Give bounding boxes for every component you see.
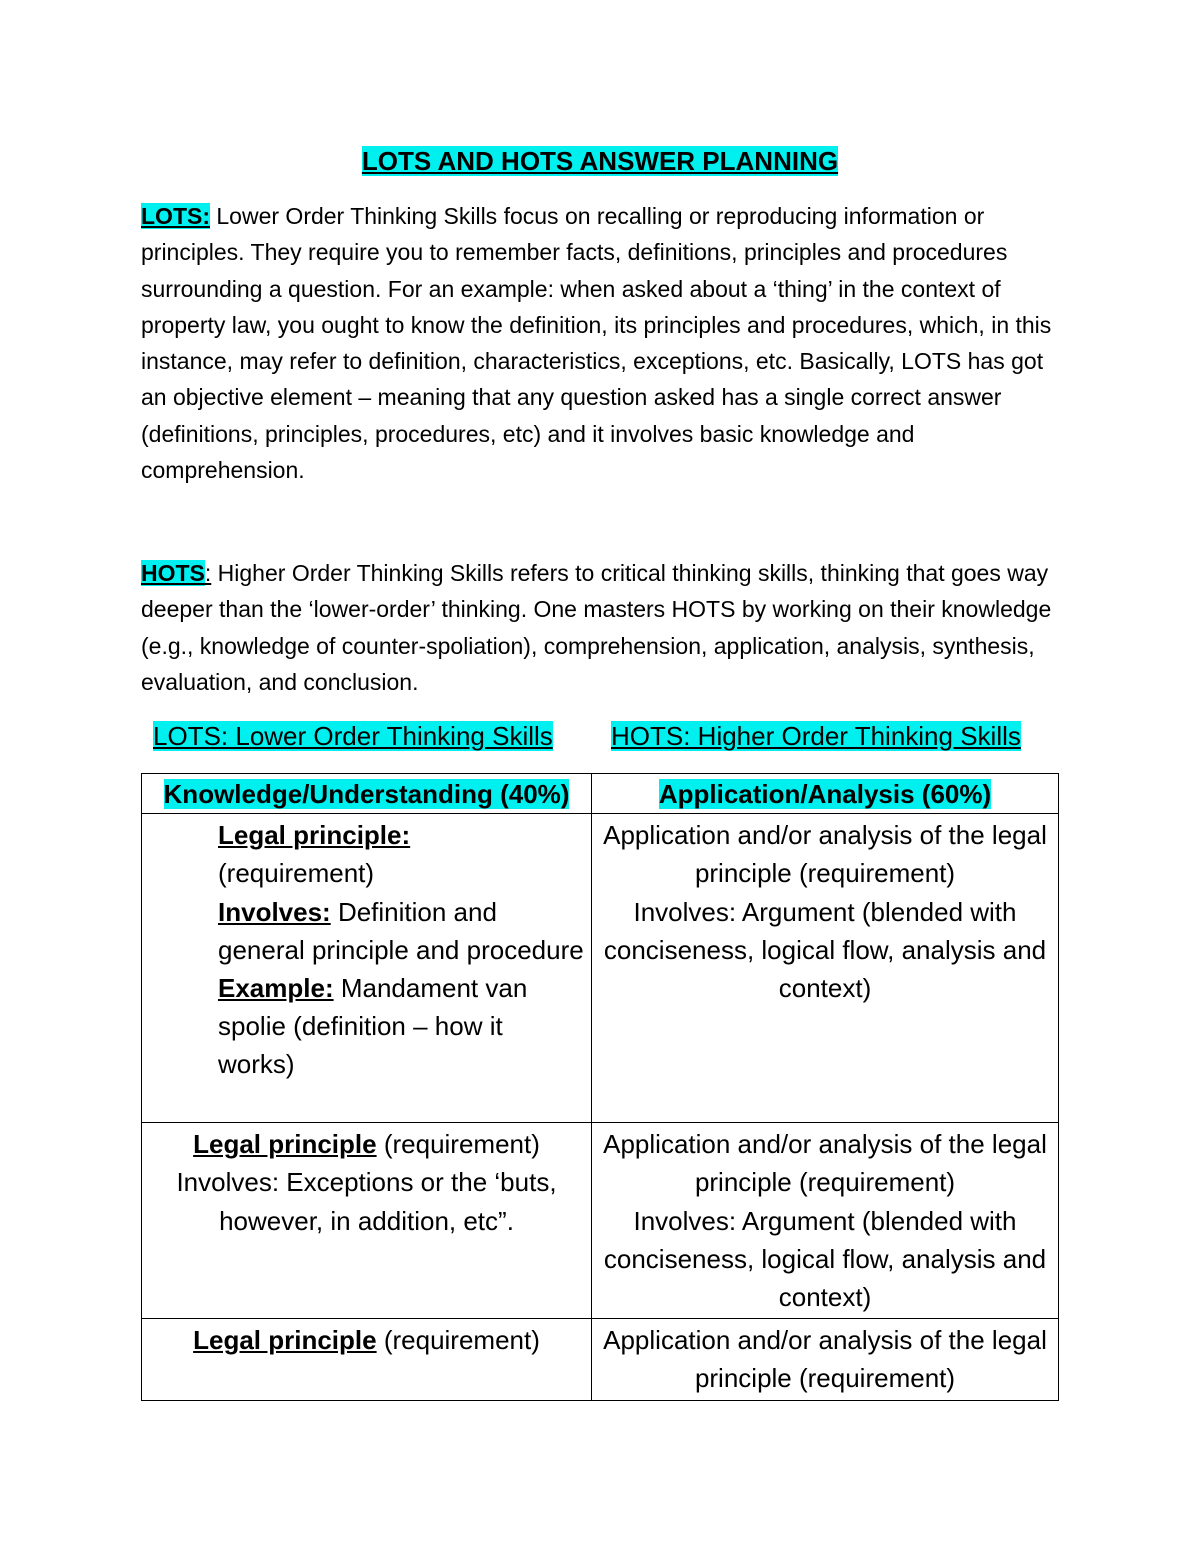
application-text: Application and/or analysis of the legal principle (requirement): [603, 1129, 1047, 1198]
involves-label: Involves:: [218, 896, 331, 927]
hots-text: Higher Order Thinking Skills refers to critical thinking skills, thinking that goes way deeper than the ‘lower-order’ thinking. One masters HOTS by working on their knowledge (e.g., knowledge of counter-spoliation), comprehension, application, analysis, synthesis, evaluation, and conclusion.: [141, 560, 1052, 695]
requirement-text: (requirement): [376, 1129, 540, 1160]
legal-principle-label: Legal principle:: [218, 820, 411, 851]
application-text: Application and/or analysis of the legal principle (requirement): [603, 820, 1047, 889]
lots-paragraph: [141, 198, 1071, 488]
lots-text: Lower Order Thinking Skills focus on recalling or reproducing information or principles. They require you to remember facts, definitions, principles and procedures surrounding a question. For an example: when asked about a ‘thing’ in the context of property law, you ought to know the definition, its principles and procedures, which, in this instance, may refer to definition, characteristics, exceptions, etc. Basically, LOTS has got an objective element – meaning that any question asked has a single correct answer (definitions, principles, procedures, etc) and it involves basic knowledge and comprehension.: [141, 203, 1052, 484]
table-header-row: [142, 774, 1059, 814]
page-title: LOTS AND HOTS ANSWER PLANNING: [361, 146, 839, 176]
table-row: [142, 1123, 1059, 1319]
involves-argument-text: Involves: Argument (blended with conciseness, logical flow, analysis and context): [603, 1205, 1047, 1313]
involves-exceptions-text: Involves: Exceptions or the ‘buts, however, in addition, etc”.: [176, 1167, 557, 1236]
lots-label: LOTS:: [141, 203, 210, 229]
example-text: Mandament van spolie (definition – how it works): [218, 973, 528, 1080]
legal-principle-label: Legal principle: [193, 1325, 377, 1356]
legal-principle-label: Legal principle: [193, 1129, 377, 1160]
requirement-text: (requirement): [218, 858, 375, 889]
hots-label: HOTS: [141, 560, 205, 586]
requirement-text: (requirement): [376, 1325, 540, 1356]
hots-paragraph: [141, 555, 1071, 700]
row2-right-cell: [592, 1123, 1059, 1319]
involves-text: Definition and general principle and procedure: [218, 896, 584, 965]
row1-left-cell: [142, 814, 592, 1123]
row3-right-cell: [592, 1319, 1059, 1400]
row3-left-cell: [142, 1319, 592, 1400]
row2-left-cell: [142, 1123, 592, 1319]
hots-colon: :: [204, 560, 212, 586]
table-row: [142, 814, 1059, 1123]
header-knowledge: Knowledge/Understanding (40%): [142, 774, 592, 814]
example-label: Example:: [218, 973, 334, 1004]
lots-column-heading: LOTS: Lower Order Thinking Skills: [153, 721, 553, 751]
hots-column-heading: HOTS: Higher Order Thinking Skills: [611, 721, 1021, 751]
table-row: [142, 1319, 1059, 1400]
row1-right-cell: [592, 814, 1059, 1123]
application-text: Application and/or analysis of the legal principle (requirement): [603, 1325, 1047, 1394]
involves-argument-text: Involves: Argument (blended with conciseness, logical flow, analysis and context): [603, 896, 1047, 1004]
header-application: Application/Analysis (60%): [592, 774, 1059, 814]
planning-table: [141, 773, 1059, 1401]
